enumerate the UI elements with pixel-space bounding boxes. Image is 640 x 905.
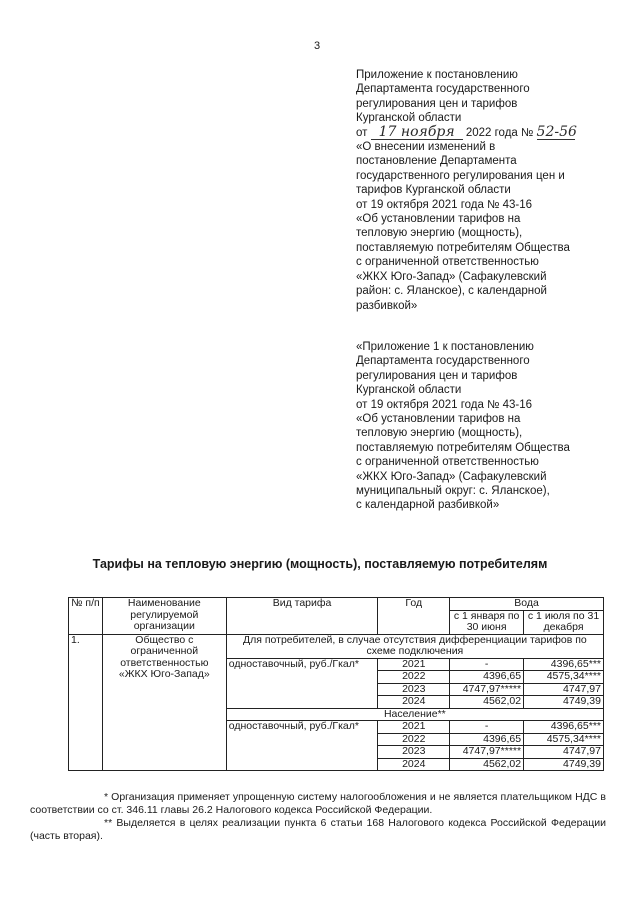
header-line: тепловую энергию (мощность), — [356, 227, 523, 240]
value-cell: 4575,34**** — [524, 733, 604, 746]
footnote: * Организация применяет упрощенную систему налогообложения и не является плательщиком НДС в соответствии со ст. 346.11 главы 26.2 Налогового кодекса Российской Федерации. — [30, 791, 606, 816]
quote-line: «Приложение 1 к постановлению — [356, 341, 534, 353]
quote-line: поставляемую потребителям Общества — [356, 441, 570, 454]
year-cell: 2022 — [378, 671, 450, 684]
value-cell: 4749,39 — [524, 696, 604, 709]
org-name: Общество с ограниченной ответственностью «ЖКХ Юго-Запад» — [102, 634, 226, 771]
table-row — [69, 634, 604, 658]
header-org: Наименование регулируемой организации — [102, 598, 226, 635]
table-header-row — [69, 598, 604, 611]
year-cell: 2021 — [378, 658, 450, 671]
quote-line: Департамента государственного — [356, 355, 530, 368]
value-cell: 4749,39 — [524, 758, 604, 771]
tariff-type: одноставочный, руб./Гкал* — [226, 721, 378, 771]
header-line: разбивкой» — [356, 299, 418, 312]
header-line: с ограниченной ответственностью — [356, 256, 539, 269]
header-line: Курганской области — [356, 112, 462, 125]
date-prefix: от — [356, 126, 368, 139]
year-cell: 2023 — [378, 746, 450, 759]
handwritten-number: 52-56 — [536, 123, 577, 140]
quote-line: муниципальный округ: с. Яланское), — [356, 485, 550, 498]
value-cell: 4396,65 — [450, 671, 524, 684]
group-title: Население** — [226, 708, 603, 721]
footnotes — [30, 791, 606, 843]
year-text: 2022 года № — [465, 126, 534, 139]
tariff-table — [68, 597, 604, 771]
year-cell: 2022 — [378, 733, 450, 746]
header-period-2: с 1 июля по 31 декабря — [524, 610, 604, 634]
quote-line: от 19 октября 2021 года № 43-16 — [356, 398, 533, 411]
header-line: район: с. Яланское), с календарной — [356, 285, 547, 298]
header-line: «Об установлении тарифов на — [356, 213, 521, 226]
header-line: тарифов Курганской области — [356, 184, 511, 197]
appendix-quote — [356, 340, 570, 513]
header-line: постановление Департамента — [356, 155, 517, 168]
value-cell: - — [450, 658, 524, 671]
header-year: Год — [378, 598, 450, 635]
header-line: регулирования цен и тарифов — [356, 97, 518, 110]
header-line: Приложение к постановлению — [356, 69, 518, 81]
quote-line: «ЖКХ Юго-Запад» (Сафакулевский — [356, 470, 547, 483]
tariff-type: одноставочный, руб./Гкал* — [226, 658, 378, 708]
value-cell: 4396,65*** — [524, 721, 604, 734]
date-line — [356, 123, 577, 140]
header-tariff-type: Вид тарифа — [226, 598, 378, 635]
value-cell: 4747,97***** — [450, 683, 524, 696]
group-title: Для потребителей, в случае отсутствия дифференциации тарифов по схеме подключения — [226, 634, 603, 658]
value-cell: 4747,97 — [524, 683, 604, 696]
value-cell: 4562,02 — [450, 696, 524, 709]
value-cell: - — [450, 721, 524, 734]
value-cell: 4562,02 — [450, 758, 524, 771]
year-cell: 2023 — [378, 683, 450, 696]
header-line: «ЖКХ Юго-Запад» (Сафакулевский — [356, 270, 547, 283]
quote-line: «Об установлении тарифов на — [356, 413, 521, 426]
row-number: 1. — [69, 634, 103, 771]
header-line: «О внесении изменений в — [356, 141, 496, 154]
header-num: № п/п — [69, 598, 103, 635]
value-cell: 4396,65*** — [524, 658, 604, 671]
year-cell: 2024 — [378, 696, 450, 709]
year-cell: 2021 — [378, 721, 450, 734]
value-cell: 4747,97***** — [450, 746, 524, 759]
quote-line: с календарной разбивкой» — [356, 499, 500, 512]
header-water: Вода — [450, 598, 604, 611]
header-line: поставляемую потребителям Общества — [356, 241, 570, 254]
table-title: Тарифы на тепловую энергию (мощность), поставляемую потребителям — [92, 557, 548, 571]
header-line: от 19 октября 2021 года № 43-16 — [356, 198, 533, 211]
quote-line: Курганской области — [356, 384, 462, 397]
appendix-header — [356, 68, 575, 313]
value-cell: 4747,97 — [524, 746, 604, 759]
quote-line: с ограниченной ответственностью — [356, 456, 539, 469]
quote-line: регулирования цен и тарифов — [356, 369, 518, 382]
header-line: государственного регулирования цен и — [356, 169, 565, 182]
footnote: ** Выделяется в целях реализации пункта 6 статьи 168 Налогового кодекса Российской Федерации (часть вторая). — [30, 817, 606, 842]
value-cell: 4575,34**** — [524, 671, 604, 684]
year-cell: 2024 — [378, 758, 450, 771]
handwritten-date: 17 ноября — [371, 126, 463, 140]
quote-line: тепловую энергию (мощность), — [356, 427, 523, 440]
header-period-1: с 1 января по 30 июня — [450, 610, 524, 634]
page-number: 3 — [314, 40, 321, 52]
value-cell: 4396,65 — [450, 733, 524, 746]
header-line: Департамента государственного — [356, 83, 530, 96]
